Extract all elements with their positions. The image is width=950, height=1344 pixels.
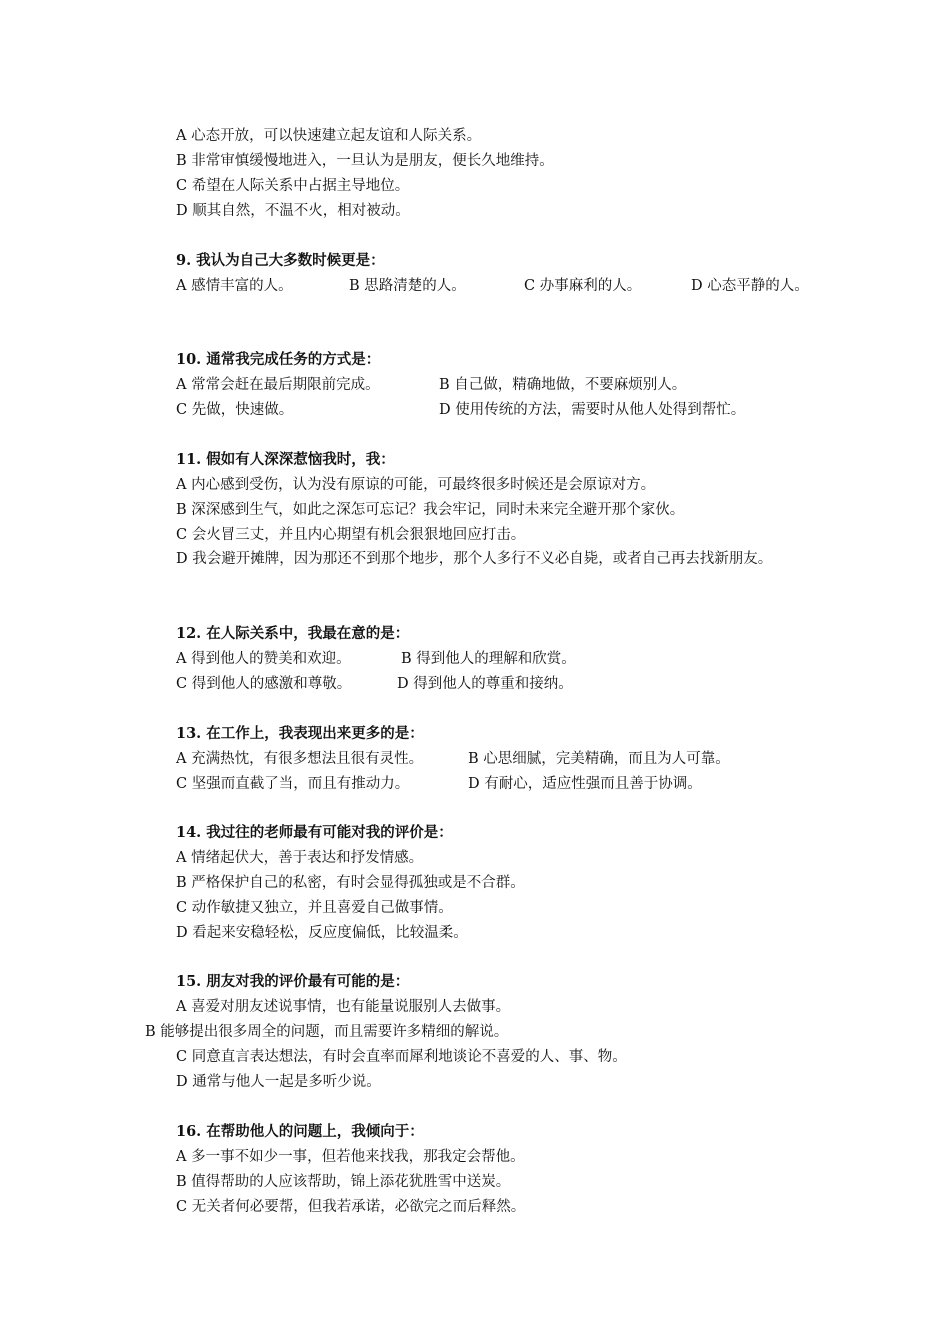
q11-option-a: A 内心感到受伤，认为没有原谅的可能，可最终很多时候还是会原谅对方。: [176, 477, 656, 493]
q8-option-c: C 希望在人际关系中占据主导地位。: [176, 178, 410, 194]
q15-option-c: C 同意直言表达想法，有时会直率而犀利地谈论不喜爱的人、事、物。: [176, 1049, 627, 1065]
q15-option-b: B 能够提出很多周全的问题，而且需要许多精细的解说。: [145, 1024, 509, 1040]
q8-option-d: D 顺其自然，不温不火，相对被动。: [176, 203, 410, 219]
q8-option-b: B 非常审慎缓慢地进入，一旦认为是朋友，便长久地维持。: [176, 153, 554, 169]
q11-option-c: C 会火冒三丈，并且内心期望有机会狠狠地回应打击。: [176, 527, 526, 543]
q9-option-d: D 心态平静的人。: [691, 278, 809, 294]
q10-option-b: B 自己做，精确地做，不要麻烦别人。: [439, 377, 687, 393]
q16-option-c: C 无关者何必要帮，但我若承诺，必欲完之而后释然。: [176, 1199, 526, 1215]
q12-option-d: D 得到他人的尊重和接纳。: [397, 676, 573, 692]
q9-title: 9. 我认为自己大多数时候更是：: [176, 252, 385, 269]
q15-option-a: A 喜爱对朋友述说事情，也有能量说服别人去做事。: [176, 999, 511, 1015]
q14-option-d: D 看起来安稳轻松，反应度偏低，比较温柔。: [176, 925, 468, 941]
q9-option-b: B 思路清楚的人。: [349, 278, 466, 294]
q12-option-a: A 得到他人的赞美和欢迎。: [176, 651, 351, 667]
q8-option-a: A 心态开放，可以快速建立起友谊和人际关系。: [176, 128, 482, 144]
q13-title: 13. 在工作上，我表现出来更多的是：: [176, 725, 424, 742]
q14-option-c: C 动作敏捷又独立，并且喜爱自己做事情。: [176, 900, 453, 916]
q11-option-d: D 我会避开摊牌，因为那还不到那个地步，那个人多行不义必自毙，或者自己再去找新朋友。: [176, 551, 773, 567]
q16-title: 16. 在帮助他人的问题上，我倾向于：: [176, 1123, 424, 1140]
q15-option-d: D 通常与他人一起是多听少说。: [176, 1074, 381, 1090]
q10-title: 10. 通常我完成任务的方式是：: [176, 351, 381, 368]
q13-option-a: A 充满热忱，有很多想法且很有灵性。: [176, 751, 424, 767]
q12-option-b: B 得到他人的理解和欣赏。: [401, 651, 576, 667]
q16-option-b: B 值得帮助的人应该帮助，锦上添花犹胜雪中送炭。: [176, 1174, 511, 1190]
q12-title: 12. 在人际关系中，我最在意的是：: [176, 625, 410, 642]
q10-option-d: D 使用传统的方法，需要时从他人处得到帮忙。: [439, 402, 746, 418]
q10-option-c: C 先做，快速做。: [176, 402, 294, 418]
q9-option-c: C 办事麻利的人。: [524, 278, 642, 294]
q11-option-b: B 深深感到生气，如此之深怎可忘记？我会牢记，同时未来完全避开那个家伙。: [176, 502, 685, 518]
q14-title: 14. 我过往的老师最有可能对我的评价是：: [176, 824, 453, 841]
q14-option-a: A 情绪起伏大，善于表达和抒发情感。: [176, 850, 424, 866]
q13-option-d: D 有耐心，适应性强而且善于协调。: [468, 776, 702, 792]
q11-title: 11. 假如有人深深惹恼我时，我：: [176, 451, 395, 468]
q9-option-a: A 感情丰富的人。: [176, 278, 293, 294]
q13-option-c: C 坚强而直截了当，而且有推动力。: [176, 776, 410, 792]
q15-title: 15. 朋友对我的评价最有可能的是：: [176, 973, 410, 990]
q16-option-a: A 多一事不如少一事，但若他来找我，那我定会帮他。: [176, 1149, 525, 1165]
q13-option-b: B 心思细腻，完美精确，而且为人可靠。: [468, 751, 730, 767]
q10-option-a: A 常常会赶在最后期限前完成。: [176, 377, 380, 393]
q12-option-c: C 得到他人的感激和尊敬。: [176, 676, 352, 692]
q14-option-b: B 严格保护自己的私密，有时会显得孤独或是不合群。: [176, 875, 525, 891]
